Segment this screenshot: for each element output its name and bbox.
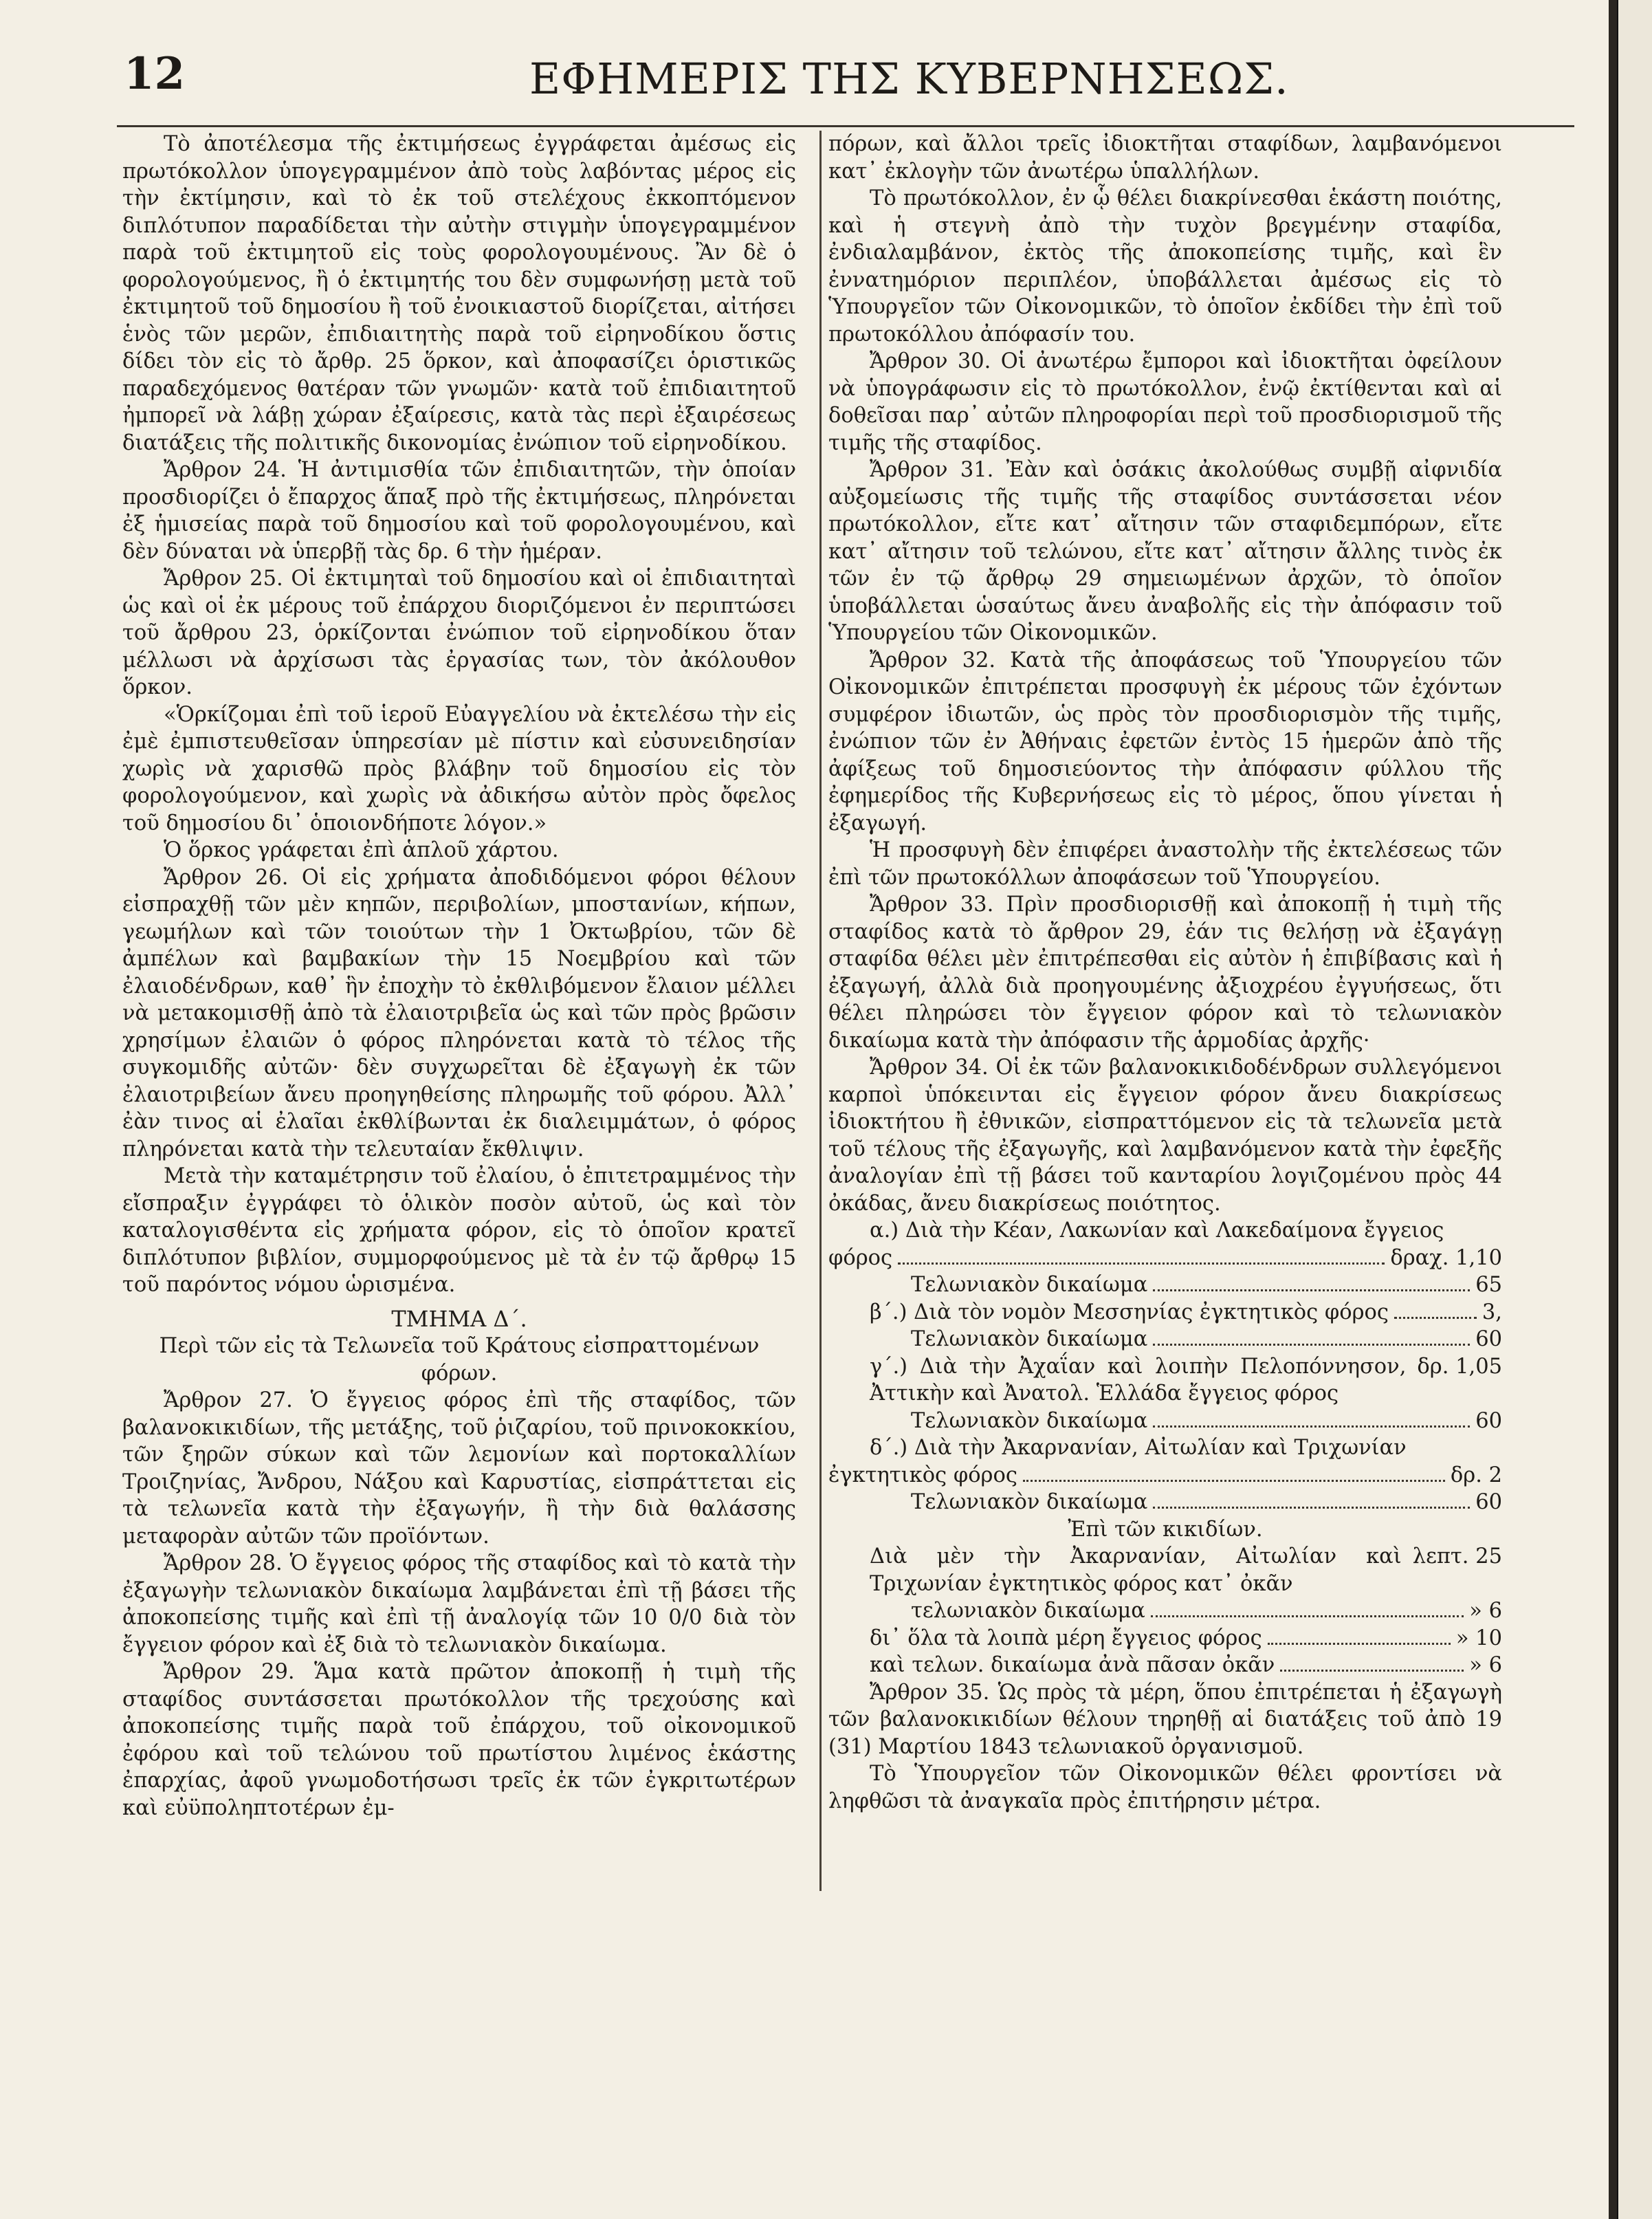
paragraph: Τὸ ἀποτέλεσμα τῆς ἐκτιμήσεως ἐγγράφεται ἀμέσως εἰς πρωτόκολλον ὑπογεγραμμένον ἀπὸ τοὺς λαβόντας μέρος εἰς τὴν ἐκτίμησιν, καὶ τὸ ἐκ τοῦ στελέχους ἐκκοπτόμενον διπλότυπον παραδίδεται τὴν αὐτὴν στιγμὴν ὑπογεγραμμένον παρὰ τοῦ ἐκτιμητοῦ εἰς τοὺς φορολογουμένους. Ἂν δὲ ὁ φορολογούμενος, ἢ ὁ ἐκτιμητής του δὲν συμφωνήσῃ μετὰ τοῦ ἐκτιμητοῦ τοῦ δημοσίου ἢ τοῦ ἐνοικιαστοῦ διορίζεται, αἰτήσει ἑνὸς τῶν μερῶν, ἐπιδιαιτητὴς παρὰ τοῦ εἰρηνοδίκου ὅστις δίδει τὸν εἰς τὸ ἄρθρ. 25 ὅρκον, καὶ ἀποφασίζει ὁριστικῶς παραδεχόμενος θατέραν τῶν γνωμῶν· κατὰ τοῦ ἐπιδιαιτητοῦ ἠμπορεῖ νὰ λάβῃ χώραν ἐξαίρεσις, κατὰ τὰς περὶ ἐξαιρέσεως διατάξεις τῆς πολιτικῆς δικονομίας ἐνώπιον τοῦ εἰρηνοδίκου. [122,132,796,455]
tariff-label: καὶ τελων. δικαίωμα ἀνὰ πᾶσαν ὀκᾶν [870,1653,1275,1677]
tariff-value: 60 [1475,1408,1502,1433]
dot-leader [1153,1289,1470,1291]
paragraph: Μετὰ τὴν καταμέτρησιν τοῦ ἐλαίου, ὁ ἐπιτετραμμένος τὴν εἴσπραξιν ἐγγράφει τὸ ὁλικὸν ποσὸν αὐτοῦ, ὡς καὶ τὸν καταλογισθέντα εἰς χρήματα φόρον, εἰς τὸ ὁποῖον κρατεῖ διπλότυπον βιβλίον, συμμορφούμενος μὲ τὰ ἐν τῷ ἄρθρῳ 15 τοῦ παρόντος νόμου ὡρισμένα. [122,1164,796,1297]
article-29: Ἄρθρον 29. Ἅμα κατὰ πρῶτον ἀποκοπῇ ἡ τιμὴ τῆς σταφίδος συντάσσεται πρωτόκολλον τῆς τρεχούσης καὶ ἀποκοπείσης τιμῆς παρὰ τοῦ ἐπάρχου, τοῦ οἰκονομικοῦ ἐφόρου καὶ τοῦ τελώνου τοῦ πρωτίστου λιμένος ἑκάστης ἐπαρχίας, ἀφοῦ γνωμοδοτήσωσι τρεῖς ἐκ τῶν ἐγκριτωτέρων καὶ εὐϋποληπτοτέρων ἐμ- [122,1660,796,1820]
article-30: Ἄρθρον 30. Οἱ ἀνωτέρω ἔμποροι καὶ ἰδιοκτῆται ὀφείλουν νὰ ὑπογράφωσιν εἰς τὸ πρωτόκολλον, ἐνῷ ἐκτίθενται καὶ αἱ δοθεῖσαι παρ᾽ αὐτῶν πληροφορίαι περὶ τοῦ προσδιορισμοῦ τῆς τιμῆς τῆς σταφίδος. [828,349,1502,455]
article-35: Ἄρθρον 35. Ὡς πρὸς τὰ μέρη, ὅπου ἐπιτρέπεται ἡ ἐξαγωγὴ τῶν βαλανοκικιδίων θέλουν τηρηθῇ αἱ διατάξεις τοῦ ἀπὸ 19 (31) Μαρτίου 1843 τελωνιακοῦ ὀργανισμοῦ. [828,1680,1502,1759]
tariff-row [828,1625,1502,1652]
dot-leader [1394,1317,1477,1319]
tariff-value: δρ. 1,05 [1417,1354,1502,1379]
article-28: Ἄρθρον 28. Ὁ ἔγγειος φόρος τῆς σταφίδος καὶ τὸ κατὰ τὴν ἐξαγωγὴν τελωνιακὸν δικαίωμα λαμβάνεται ἐπὶ τῇ βάσει τῆς ἀποκοπείσης τιμῆς καὶ ἐπὶ τῇ ἀναλογίᾳ τῶν 10 0/0 διὰ τὸν ἔγγειον φόρον καὶ ἐξ διὰ τὸ τελωνιακὸν δικαίωμα. [122,1551,796,1657]
dot-leader [1023,1480,1445,1482]
paragraph: Τὸ πρωτόκολλον, ἐν ᾧ θέλει διακρίνεσθαι ἑκάστη ποιότης, καὶ ἡ στεγνὴ ἀπὸ τὴν τυχὸν βρεγμένην σταφίδα, ἐνδιαλαμβάνον, ἐκτὸς τῆς ἀποκοπείσης τιμῆς, καὶ ἓν ἐννατημόριον περιπλέον, ὑποβάλλεται ἀμέσως εἰς τὸ Ὑπουργεῖον τῶν Οἰκονομικῶν, τὸ ὁποῖον ἐκδίδει τὴν ἐπὶ τοῦ πρωτοκόλλου ἀπόφασίν του. [828,186,1502,347]
tariff-label: δι᾽ ὅλα τὰ λοιπὰ μέρη ἔγγειος φόρος [870,1626,1262,1650]
dot-leader [1153,1425,1470,1428]
tariff-label: Διὰ μὲν τὴν Ἀκαρνανίαν, Αἰτωλίαν καὶ Τριχωνίαν ἐγκτητικὸς φόρος κατ᾽ ὀκᾶν [870,1544,1402,1596]
section-title: ΤΜΗΜΑ Δ΄. [391,1305,527,1332]
article-31: Ἄρθρον 31. Ἐὰν καὶ ὁσάκις ἀκολούθως συμβῇ αἰφνιδία αὐξομείωσις τῆς τιμῆς τῆς σταφίδος συντάσσεται νέον πρωτόκολλον, εἴτε κατ᾽ αἴτησιν τῶν σταφιδεμπόρων, εἴτε κατ᾽ αἴτησιν τοῦ τελώνου, εἴτε κατ᾽ αἴτησιν ἄλλης τινὸς ἐκ τῶν ἐν τῷ ἄρθρῳ 29 σημειωμένων ἀρχῶν, τὸ ὁποῖον ὑποβάλλεται ὡσαύτως ἄνευ ἀναβολῆς εἰς τὴν ἀπόφασιν τοῦ Ὑπουργείου τῶν Οἰκονομικῶν. [828,458,1502,645]
tariff-row [828,1299,1502,1326]
tariff-label: ἐγκτητικὸς φόρος [828,1463,1017,1487]
tariff-row [828,1353,1502,1408]
tariff-value: » 10 [1455,1626,1502,1650]
page-number: 12 [124,48,186,100]
tariff-label: Τελωνιακὸν δικαίωμα [911,1408,1148,1433]
newspaper-title: ΕΦΗΜΕΡΙΣ ΤΗΣ ΚΥΒΕΡΝΗΣΕΩΣ. [529,54,1289,104]
tariff-value: » 6 [1469,1653,1502,1677]
tariff-label: τελωνιακὸν δικαίωμα [911,1599,1145,1623]
tariff-label: φόρος [828,1245,893,1270]
tariff-row [828,1271,1502,1299]
dot-leader [1153,1344,1470,1346]
tariff-d-intro: δ΄.) Διὰ τὴν Ἀκαρνανίαν, Αἰτωλίαν καὶ Τριχωνίαν [870,1436,1407,1460]
tariff-value: 60 [1475,1490,1502,1514]
tariff-value: λεπτ. 25 [1412,1544,1502,1568]
tariff-label: Τελωνιακὸν δικαίωμα [911,1327,1148,1351]
article-26: Ἄρθρον 26. Οἱ εἰς χρήματα ἀποδιδόμενοι φόροι θέλουν εἰσπραχθῇ τῶν μὲν κηπῶν, περιβολίων, μποστανίων, κήπων, γεωμήλων καὶ τῶν τοιούτων τὴν 1 Ὀκτωβρίου, τῶν δὲ ἀμπέλων καὶ βαμβακίων τὴν 15 Νοεμβρίου καὶ τῶν ἐλαιοδένδρων, καθ᾽ ἣν ἐποχὴν τὸ ἐκθλιβόμενον ἔλαιον μέλλει νὰ μετακομισθῇ ἀπὸ τὰ ἐλαιοτριβεῖα ὡς καὶ τῶν πρὸς βρῶσιν χρησίμων ἐλαιῶν ὁ φόρος πληρόνεται κατὰ τὸ τέλος τῆς συγκομιδῆς αὐτῶν· δὲν συγχωρεῖται δὲ ἐξαγωγὴ ἐκ τῶν ἐλαιοτριβείων ἄνευ προηγηθείσης πληρωμῆς τοῦ φόρου. Ἀλλ᾽ ἐὰν τινος αἱ ἐλαῖαι ἐκθλίβωνται ἐκ διαλειμμάτων, ὁ φόρος πληρόνεται κατὰ τὴν τελευταίαν ἔκθλιψιν. [122,865,796,1161]
tariff-label: Τελωνιακὸν δικαίωμα [911,1490,1148,1514]
article-27: Ἄρθρον 27. Ὁ ἔγγειος φόρος ἐπὶ τῆς σταφίδος, τῶν βαλανοκικιδίων, τῆς μετάξης, τοῦ ῥιζαρίου, τοῦ πρινοκοκκίου, τῶν ξηρῶν σύκων καὶ τῶν λεμονίων καὶ πορτοκαλλίων Τροιζηνίας, Ἄνδρου, Νάξου καὶ Καρυστίας, εἰσπράττεται εἰς τὰ τελωνεῖα κατὰ τὴν ἐξαγωγήν, ἢ τὴν διὰ θαλάσσης μεταφορὰν αὐτῶν τῶν προϊόντων. [122,1388,796,1549]
section-subtitle: Περὶ τῶν εἰς τὰ Τελωνεῖα τοῦ Κράτους εἰσπραττομένων φόρων. [159,1334,760,1386]
dot-leader [1280,1670,1464,1672]
tariff-row [828,1326,1502,1353]
tariff-a-intro: α.) Διὰ τὴν Κέαν, Λακωνίαν καὶ Λακεδαίμονα ἔγγειος [870,1218,1444,1243]
tariff-label: β΄.) Διὰ τὸν νομὸν Μεσσηνίας ἐγκτητικὸς φόρος [870,1300,1389,1324]
tariff-row [828,1543,1502,1597]
dot-leader [898,1262,1385,1265]
tariff-value: 65 [1475,1273,1502,1297]
tariff-value: δρ. 2 [1450,1463,1502,1487]
column-divider [819,131,822,1891]
tariff-label: γ΄.) Διὰ τὴν Ἀχαΐαν καὶ λοιπὴν Πελοπόννησον, Ἀττικὴν καὶ Ἀνατολ. Ἑλλάδα ἔγγειος φόρος [870,1354,1407,1406]
paragraph: Ἡ προσφυγὴ δὲν ἐπιφέρει ἀναστολὴν τῆς ἐκτελέσεως τῶν ἐπὶ τῶν πρωτοκόλλων ἀποφάσεων τοῦ Ὑπουργείου. [828,838,1502,890]
tariff-row [828,1597,1502,1625]
article-34: Ἄρθρον 34. Οἱ ἐκ τῶν βαλανοκικιδοδένδρων συλλεγόμενοι καρποὶ ὑπόκεινται εἰς ἔγγειον φόρον ἄνευ διακρίσεως ἰδιοκτήτου ἢ ἐθνικῶν, εἰσπραττόμενον εἰς τὰ τελωνεῖα μετὰ τοῦ τέλους τῆς ἐξαγωγῆς, καὶ λαμβανόμενον κατὰ τὴν ἐφεξῆς ἀναλογίαν ἐπὶ τῇ βάσει τοῦ κανταρίου λογιζομένου πρὸς 44 ὀκάδας, ἄνευ διακρίσεως ποιότητος. [828,1056,1502,1216]
tariff-row [828,1408,1502,1435]
left-column [122,131,796,1822]
article-24: Ἄρθρον 24. Ἡ ἀντιμισθία τῶν ἐπιδιαιτητῶν, τὴν ὁποίαν προσδιορίζει ὁ ἔπαρχος ἅπαξ πρὸ τῆς ἐκτιμήσεως, πληρόνεται ἐξ ἡμισείας παρὰ τοῦ δημοσίου καὶ τοῦ φορολογουμένου, καὶ δὲν δύναται νὰ ὑπερβῇ τὰς δρ. 6 τὴν ἡμέραν. [122,458,796,564]
article-32: Ἄρθρον 32. Κατὰ τῆς ἀποφάσεως τοῦ Ὑπουργείου τῶν Οἰκονομικῶν ἐπιτρέπεται προσφυγὴ ἐκ μέρους τῶν ἐχόντων συμφέρον ἰδιωτῶν, ὡς πρὸς τὸν προσδιορισμὸν τῆς τιμῆς, ἐνώπιον τῶν ἐν Ἀθήναις ἐφετῶν ἐντὸς 15 ἡμερῶν ἀπὸ τῆς ἀφίξεως τοῦ δημοσιεύοντος τὴν ἀπόφασιν φύλλου τῆς ἐφημερίδος τῆς Κυβερνήσεως εἰς τὸ μέρος, ὅπου γίνεται ἡ ἐξαγωγή. [828,648,1502,835]
tariff-value: 3, [1482,1300,1502,1324]
tariff-value: 60 [1475,1327,1502,1351]
dot-leader [1153,1507,1470,1509]
adjacent-page-edge [1618,0,1652,2219]
tariff-row [828,1462,1502,1489]
right-column [828,131,1502,1815]
article-33: Ἄρθρον 33. Πρὶν προσδιορισθῇ καὶ ἀποκοπῇ ἡ τιμὴ τῆς σταφίδος κατὰ τὸ ἄρθρον 29, ἐάν τις θελήσῃ νὰ ἐξαγάγῃ σταφίδα θέλει μὲν ἐπιτρέπεσθαι εἰς αὐτὸν ἡ ἐπιβίβασις καὶ ἡ ἐξαγωγή, ἀλλὰ διὰ προηγουμένης ἀξιοχρέου ἐγγυήσεως, ὅτι θέλει πληρώσει τὸν ἔγγειον φόρον καὶ τὸ τελωνιακὸν δικαίωμα κατὰ τὴν ἀπόφασιν τῆς ἁρμοδίας ἀρχῆς· [828,893,1502,1053]
paragraph: Τὸ Ὑπουργεῖον τῶν Οἰκονομικῶν θέλει φροντίσει νὰ ληφθῶσι τὰ ἀναγκαῖα πρὸς ἐπιτήρησιν μέτρα. [828,1762,1502,1813]
tariff-row [828,1652,1502,1679]
tariff-row [828,1489,1502,1516]
tariff-value: » 6 [1469,1599,1502,1623]
tariff-row [828,1245,1502,1272]
tariff-label: Τελωνιακὸν δικαίωμα [911,1273,1148,1297]
paragraph: πόρων, καὶ ἄλλοι τρεῖς ἰδιοκτῆται σταφίδων, λαμβανόμενοι κατ᾽ ἐκλογὴν τῶν ἀνωτέρω ὑπαλλήλων. [828,132,1502,184]
paragraph: Ὁ ὅρκος γράφεται ἐπὶ ἁπλοῦ χάρτου. [164,838,559,862]
tariff-value: δραχ. 1,10 [1390,1245,1502,1270]
page-header [0,41,1609,124]
tariff-list [828,1217,1502,1679]
oath-text: «Ὁρκίζομαι ἐπὶ τοῦ ἱεροῦ Εὐαγγελίου νὰ ἐκτελέσω τὴν εἰς ἐμὲ ἐμπιστευθεῖσαν ὑπηρεσίαν μὲ πίστιν καὶ εὐσυνειδησίαν χωρὶς νὰ χαρισθῶ πρὸς βλάβην τοῦ δημοσίου εἰς τὸν φορολογούμενον, καὶ χωρὶς νὰ ἀδικήσω αὐτὸν πρὸς ὄφελος τοῦ δημοσίου δι᾽ ὁποιονδήποτε λόγον.» [122,702,796,835]
article-25: Ἄρθρον 25. Οἱ ἐκτιμηταὶ τοῦ δημοσίου καὶ οἱ ἐπιδιαιτηταὶ ὡς καὶ οἱ ἐκ μέρους τοῦ ἐπάρχου διοριζόμενοι ἐν περιπτώσει τοῦ ἄρθρου 23, ὁρκίζονται ἐνώπιον τοῦ εἰρηνοδίκου ὅταν μέλλωσι νὰ ἀρχίσωσι τὰς ἐργασίας των, τὸν ἀκόλουθον ὅρκον. [122,567,796,699]
dot-leader [1268,1643,1451,1645]
kikidia-heading: Ἐπὶ τῶν κικιδίων. [1068,1517,1263,1542]
dot-leader [1151,1615,1464,1617]
header-rule [117,125,1574,127]
